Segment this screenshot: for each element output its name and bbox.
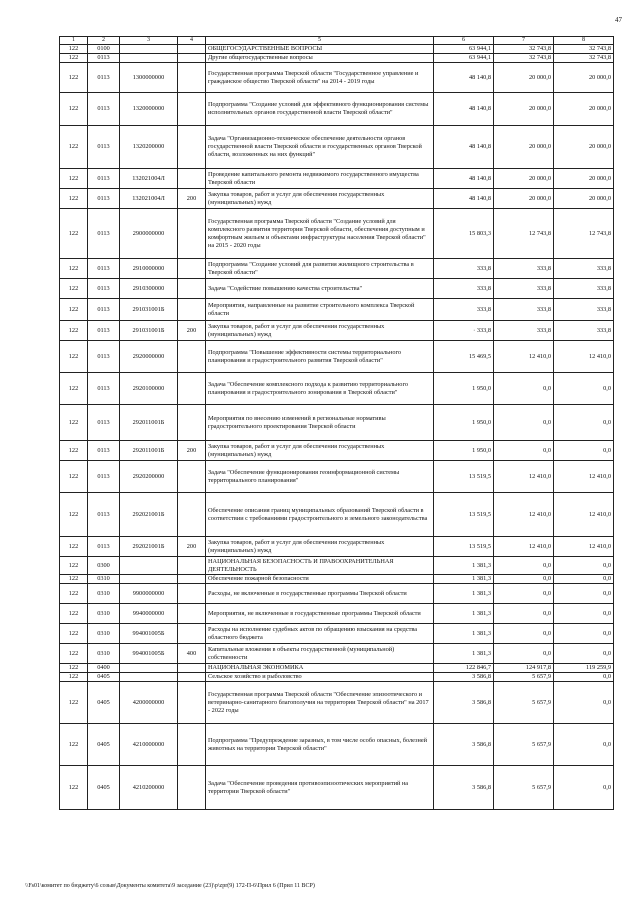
cell-expense-type [178,405,206,441]
cell-amount-year3: 333,8 [554,299,614,321]
cell-section-code: 0113 [88,405,120,441]
cell-target-code: 1300000000 [120,63,178,93]
cell-amount-year2: 0,0 [494,624,554,644]
cell-description: Капитальные вложения в объекты государственной (муниципальной) собственности [206,644,434,664]
table-row [60,584,614,604]
cell-amount-year2: 0,0 [494,644,554,664]
cell-amount-year3: 0,0 [554,724,614,766]
cell-description: Подпрограмма "Повышение эффективности системы территориального планирования и градостроительного развития Тверской области" [206,341,434,373]
header-cell: 8 [554,37,614,45]
cell-target-code: 2910300000 [120,279,178,299]
cell-target-code [120,575,178,584]
cell-section-code: 0405 [88,673,120,682]
cell-amount-year2: 12 410,0 [494,461,554,493]
cell-section-code: 0100 [88,45,120,54]
cell-description: Обеспечение описания границ муниципальных образований Тверской области в соответствии с требованиями градостроительного и земельного законодательства [206,493,434,537]
cell-target-code: 292021001Б [120,537,178,557]
table-row [60,575,614,584]
cell-admin-code: 122 [60,299,88,321]
cell-expense-type [178,54,206,63]
cell-target-code: 2900000000 [120,209,178,259]
cell-description: Закупка товаров, работ и услуг для обеспечения государственных (муниципальных) нужд [206,441,434,461]
table-row [60,405,614,441]
cell-target-code: 1320000000 [120,93,178,126]
cell-admin-code: 122 [60,724,88,766]
cell-section-code: 0113 [88,299,120,321]
cell-amount-year3: 32 743,8 [554,45,614,54]
cell-amount-year1: 3 586,8 [434,673,494,682]
cell-section-code: 0113 [88,63,120,93]
cell-admin-code: 122 [60,604,88,624]
cell-description: Подпрограмма "Предупреждение заразных, в том числе особо опасных, болезней животных на территории Тверской области" [206,724,434,766]
table-row [60,557,614,575]
cell-section-code: 0310 [88,604,120,624]
cell-description: Мероприятия, не включенные в государственные программы Тверской области [206,604,434,624]
cell-admin-code: 122 [60,126,88,169]
cell-description: Расходы, не включенные в государственные программы Тверской области [206,584,434,604]
table-row [60,537,614,557]
cell-amount-year1: 1 381,3 [434,584,494,604]
cell-expense-type [178,724,206,766]
cell-amount-year1: 1 381,3 [434,557,494,575]
cell-target-code: 292011001Б [120,405,178,441]
cell-expense-type [178,279,206,299]
cell-amount-year3: 0,0 [554,557,614,575]
cell-section-code: 0113 [88,321,120,341]
cell-admin-code: 122 [60,575,88,584]
cell-description: Проведение капитального ремонта недвижимого государственного имущества Тверской области [206,169,434,189]
cell-section-code: 0400 [88,664,120,673]
cell-expense-type [178,575,206,584]
cell-section-code: 0310 [88,584,120,604]
cell-amount-year2: 5 657,9 [494,673,554,682]
cell-section-code: 0113 [88,189,120,209]
cell-section-code: 0113 [88,373,120,405]
cell-expense-type [178,93,206,126]
cell-amount-year3: 0,0 [554,682,614,724]
cell-amount-year1: 13 519,5 [434,461,494,493]
cell-admin-code: 122 [60,766,88,810]
table-row [60,45,614,54]
cell-admin-code: 122 [60,209,88,259]
cell-expense-type [178,373,206,405]
cell-amount-year2: 0,0 [494,373,554,405]
cell-amount-year2: 12 410,0 [494,537,554,557]
cell-description: НАЦИОНАЛЬНАЯ БЕЗОПАСНОСТЬ И ПРАВООХРАНИТЕЛЬНАЯ ДЕЯТЕЛЬНОСТЬ [206,557,434,575]
cell-expense-type [178,604,206,624]
cell-section-code: 0113 [88,537,120,557]
cell-description: Государственная программа Тверской области "Создание условий для комплексного развития территории Тверской области, обеспечения доступным и комфортным жильем и объектами инфраструктуры населения Тверской области" на 2015 - 2020 годы [206,209,434,259]
cell-amount-year1: 13 519,5 [434,493,494,537]
cell-expense-type [178,259,206,279]
cell-amount-year1: 15 803,3 [434,209,494,259]
table-row [60,644,614,664]
cell-amount-year3: 0,0 [554,405,614,441]
cell-amount-year3: 0,0 [554,673,614,682]
cell-expense-type [178,45,206,54]
table-header-row [60,37,614,45]
cell-section-code: 0113 [88,169,120,189]
table-row [60,126,614,169]
cell-admin-code: 122 [60,63,88,93]
cell-amount-year3: 12 743,8 [554,209,614,259]
table-row [60,461,614,493]
cell-target-code: 994001005Б [120,624,178,644]
cell-target-code [120,664,178,673]
cell-admin-code: 122 [60,557,88,575]
cell-admin-code: 122 [60,537,88,557]
cell-expense-type: 400 [178,644,206,664]
cell-section-code: 0310 [88,575,120,584]
header-cell: 1 [60,37,88,45]
table-row [60,624,614,644]
cell-description: Подпрограмма "Создание условий для эффективного функционирования системы исполнительных органов государственной власти Тверской области" [206,93,434,126]
table-row [60,299,614,321]
cell-target-code [120,557,178,575]
table-row [60,321,614,341]
cell-description: Сельское хозяйство и рыболовство [206,673,434,682]
cell-amount-year1: 3 586,8 [434,766,494,810]
cell-admin-code: 122 [60,321,88,341]
cell-amount-year1: 1 950,0 [434,405,494,441]
cell-admin-code: 122 [60,189,88,209]
cell-target-code [120,45,178,54]
cell-section-code: 0113 [88,126,120,169]
cell-amount-year1: 1 381,3 [434,644,494,664]
cell-amount-year3: 0,0 [554,766,614,810]
cell-expense-type [178,209,206,259]
cell-amount-year3: 20 000,0 [554,169,614,189]
cell-amount-year3: 20 000,0 [554,189,614,209]
header-cell: 4 [178,37,206,45]
cell-section-code: 0300 [88,557,120,575]
cell-amount-year3: 20 000,0 [554,63,614,93]
cell-admin-code: 122 [60,461,88,493]
cell-amount-year3: 0,0 [554,373,614,405]
cell-description: Государственная программа Тверской области "Обеспечение эпизоотического и ветеринарно-санитарного благополучия на территории Тверской области" на 2017 - 2022 годы [206,682,434,724]
cell-amount-year1: 48 140,8 [434,93,494,126]
cell-amount-year1: 333,8 [434,299,494,321]
cell-expense-type [178,673,206,682]
cell-description: Задача "Содействие повышению качества строительства" [206,279,434,299]
cell-expense-type [178,299,206,321]
table-row [60,673,614,682]
table-row [60,664,614,673]
table-row [60,373,614,405]
cell-target-code [120,673,178,682]
cell-section-code: 0113 [88,259,120,279]
table-row [60,766,614,810]
cell-amount-year1: 1 950,0 [434,373,494,405]
cell-target-code: 1320200000 [120,126,178,169]
cell-section-code: 0113 [88,493,120,537]
cell-amount-year2: 124 917,8 [494,664,554,673]
cell-amount-year2: 333,8 [494,299,554,321]
cell-amount-year2: 12 410,0 [494,341,554,373]
cell-section-code: 0113 [88,279,120,299]
cell-amount-year2: 20 000,0 [494,126,554,169]
cell-amount-year1: 1 950,0 [434,441,494,461]
cell-amount-year3: 333,8 [554,279,614,299]
cell-expense-type [178,557,206,575]
cell-amount-year2: 20 000,0 [494,189,554,209]
cell-amount-year3: 20 000,0 [554,93,614,126]
cell-section-code: 0113 [88,93,120,126]
table-row [60,54,614,63]
cell-admin-code: 122 [60,93,88,126]
cell-amount-year2: 12 410,0 [494,493,554,537]
cell-target-code: 292021001Б [120,493,178,537]
cell-expense-type: 200 [178,441,206,461]
cell-amount-year3: 119 259,9 [554,664,614,673]
cell-section-code: 0113 [88,461,120,493]
cell-amount-year1: · 333,8 [434,321,494,341]
cell-description: НАЦИОНАЛЬНАЯ ЭКОНОМИКА [206,664,434,673]
cell-section-code: 0405 [88,682,120,724]
budget-table [59,36,614,810]
cell-description: Задача "Организационно-техническое обеспечение деятельности органов государственной власти Тверской области и государственных органов Тверской области, возложенных на них функций" [206,126,434,169]
cell-expense-type [178,63,206,93]
cell-amount-year3: 20 000,0 [554,126,614,169]
cell-admin-code: 122 [60,341,88,373]
cell-amount-year2: 0,0 [494,575,554,584]
table-row [60,279,614,299]
cell-amount-year1: 122 846,7 [434,664,494,673]
cell-amount-year1: 48 140,8 [434,63,494,93]
cell-amount-year2: 32 743,8 [494,54,554,63]
cell-expense-type [178,461,206,493]
cell-amount-year1: 48 140,8 [434,189,494,209]
cell-section-code: 0113 [88,209,120,259]
cell-expense-type [178,766,206,810]
cell-amount-year2: 0,0 [494,405,554,441]
cell-admin-code: 122 [60,644,88,664]
cell-amount-year2: 5 657,9 [494,724,554,766]
page-number: 47 [615,16,622,24]
cell-amount-year2: 0,0 [494,557,554,575]
cell-expense-type: 200 [178,189,206,209]
cell-amount-year2: 0,0 [494,584,554,604]
cell-section-code: 0405 [88,766,120,810]
cell-amount-year2: 32 743,8 [494,45,554,54]
cell-amount-year2: 0,0 [494,441,554,461]
header-cell: 7 [494,37,554,45]
cell-amount-year3: 0,0 [554,575,614,584]
cell-amount-year2: 5 657,9 [494,682,554,724]
cell-amount-year2: 20 000,0 [494,63,554,93]
header-cell: 6 [434,37,494,45]
cell-amount-year1: 63 944,1 [434,54,494,63]
cell-section-code: 0310 [88,644,120,664]
table-row [60,724,614,766]
cell-amount-year3: 32 743,8 [554,54,614,63]
cell-admin-code: 122 [60,682,88,724]
cell-amount-year1: 1 381,3 [434,604,494,624]
cell-amount-year3: 0,0 [554,644,614,664]
table-row [60,63,614,93]
cell-amount-year3: 0,0 [554,441,614,461]
cell-expense-type [178,169,206,189]
cell-expense-type [178,624,206,644]
cell-target-code [120,54,178,63]
header-cell: 5 [206,37,434,45]
table-row [60,93,614,126]
cell-description: ОБЩЕГОСУДАРСТВЕННЫЕ ВОПРОСЫ [206,45,434,54]
cell-admin-code: 122 [60,169,88,189]
cell-admin-code: 122 [60,279,88,299]
cell-amount-year1: 13 519,5 [434,537,494,557]
footer-file-path: \\Fs01\комитет по бюджету\6 созыв\Документы комитета\9 заседание (23)\р\zpr(9) 172-П-6\Прил 6 (Прил 11 ВСР) [25,883,315,889]
cell-amount-year2: 20 000,0 [494,169,554,189]
cell-target-code: 291031001Б [120,299,178,321]
cell-description: Закупка товаров, работ и услуг для обеспечения государственных (муниципальных) нужд [206,321,434,341]
table-row [60,493,614,537]
cell-amount-year1: 3 586,8 [434,724,494,766]
cell-amount-year1: 333,8 [434,279,494,299]
cell-section-code: 0113 [88,54,120,63]
cell-description: Мероприятия по внесению изменений в региональные нормативы градостроительного проектирования Тверской области [206,405,434,441]
cell-target-code: 2920100000 [120,373,178,405]
table-row [60,341,614,373]
table-row [60,189,614,209]
cell-description: Другие общегосударственные вопросы [206,54,434,63]
cell-amount-year3: 12 410,0 [554,341,614,373]
cell-admin-code: 122 [60,664,88,673]
table-row [60,169,614,189]
cell-expense-type: 200 [178,321,206,341]
cell-amount-year2: 0,0 [494,604,554,624]
cell-amount-year3: 0,0 [554,584,614,604]
cell-target-code: 292011001Б [120,441,178,461]
cell-amount-year1: 3 586,8 [434,682,494,724]
cell-admin-code: 122 [60,673,88,682]
cell-expense-type: 200 [178,537,206,557]
cell-section-code: 0310 [88,624,120,644]
cell-target-code: 291031001Б [120,321,178,341]
cell-admin-code: 122 [60,624,88,644]
cell-amount-year2: 333,8 [494,321,554,341]
cell-amount-year3: 12 410,0 [554,493,614,537]
cell-target-code: 132021004Л [120,169,178,189]
cell-amount-year3: 0,0 [554,604,614,624]
cell-target-code: 2920000000 [120,341,178,373]
cell-amount-year3: 0,0 [554,624,614,644]
cell-target-code: 9900000000 [120,584,178,604]
table-row [60,209,614,259]
cell-admin-code: 122 [60,584,88,604]
table-row [60,682,614,724]
cell-target-code: 4210000000 [120,724,178,766]
cell-admin-code: 122 [60,373,88,405]
cell-amount-year3: 12 410,0 [554,461,614,493]
cell-amount-year1: 63 944,1 [434,45,494,54]
cell-amount-year1: 48 140,8 [434,169,494,189]
cell-target-code: 2920200000 [120,461,178,493]
cell-target-code: 9940000000 [120,604,178,624]
cell-section-code: 0113 [88,441,120,461]
cell-admin-code: 122 [60,441,88,461]
cell-description: Расходы на исполнение судебных актов по обращению взыскания на средства областного бюджета [206,624,434,644]
cell-amount-year1: 48 140,8 [434,126,494,169]
table-row [60,604,614,624]
cell-amount-year2: 20 000,0 [494,93,554,126]
header-cell: 3 [120,37,178,45]
cell-expense-type [178,341,206,373]
cell-description: Обеспечение пожарной безопасности [206,575,434,584]
cell-target-code: 132021004Л [120,189,178,209]
cell-amount-year1: 1 381,3 [434,575,494,584]
cell-amount-year3: 333,8 [554,259,614,279]
cell-amount-year1: 15 469,5 [434,341,494,373]
table-row [60,441,614,461]
cell-description: Закупка товаров, работ и услуг для обеспечения государственных (муниципальных) нужд [206,189,434,209]
cell-admin-code: 122 [60,259,88,279]
cell-description: Подпрограмма "Создание условий для развития жилищного строительства в Тверской области" [206,259,434,279]
table-row [60,259,614,279]
cell-target-code: 4210200000 [120,766,178,810]
cell-admin-code: 122 [60,54,88,63]
cell-section-code: 0113 [88,341,120,373]
cell-amount-year2: 333,8 [494,259,554,279]
cell-description: Задача "Обеспечение комплексного подхода к развитию территориального планирования и градостроительного зонирования в Тверской области" [206,373,434,405]
cell-amount-year1: 333,8 [434,259,494,279]
cell-description: Задача "Обеспечение функционирования геоинформационной системы территориального планирования" [206,461,434,493]
cell-description: Закупка товаров, работ и услуг для обеспечения государственных (муниципальных) нужд [206,537,434,557]
header-cell: 2 [88,37,120,45]
cell-admin-code: 122 [60,45,88,54]
cell-amount-year3: 12 410,0 [554,537,614,557]
cell-section-code: 0405 [88,724,120,766]
cell-description: Государственная программа Тверской области "Государственное управление и гражданское общество Тверской области" на 2014 - 2019 годы [206,63,434,93]
cell-amount-year2: 5 657,9 [494,766,554,810]
cell-description: Задача "Обеспечение проведения противоэпизоотических мероприятий на территории Тверской области" [206,766,434,810]
cell-amount-year2: 333,8 [494,279,554,299]
cell-target-code: 2910000000 [120,259,178,279]
cell-amount-year2: 12 743,8 [494,209,554,259]
cell-admin-code: 122 [60,493,88,537]
cell-target-code: 994001005Б [120,644,178,664]
cell-expense-type [178,126,206,169]
cell-target-code: 4200000000 [120,682,178,724]
cell-expense-type [178,493,206,537]
cell-expense-type [178,584,206,604]
cell-description: Мероприятия, направленные на развитие строительного комплекса Тверской области [206,299,434,321]
cell-amount-year1: 1 381,3 [434,624,494,644]
cell-expense-type [178,682,206,724]
cell-admin-code: 122 [60,405,88,441]
cell-expense-type [178,664,206,673]
cell-amount-year3: 333,8 [554,321,614,341]
